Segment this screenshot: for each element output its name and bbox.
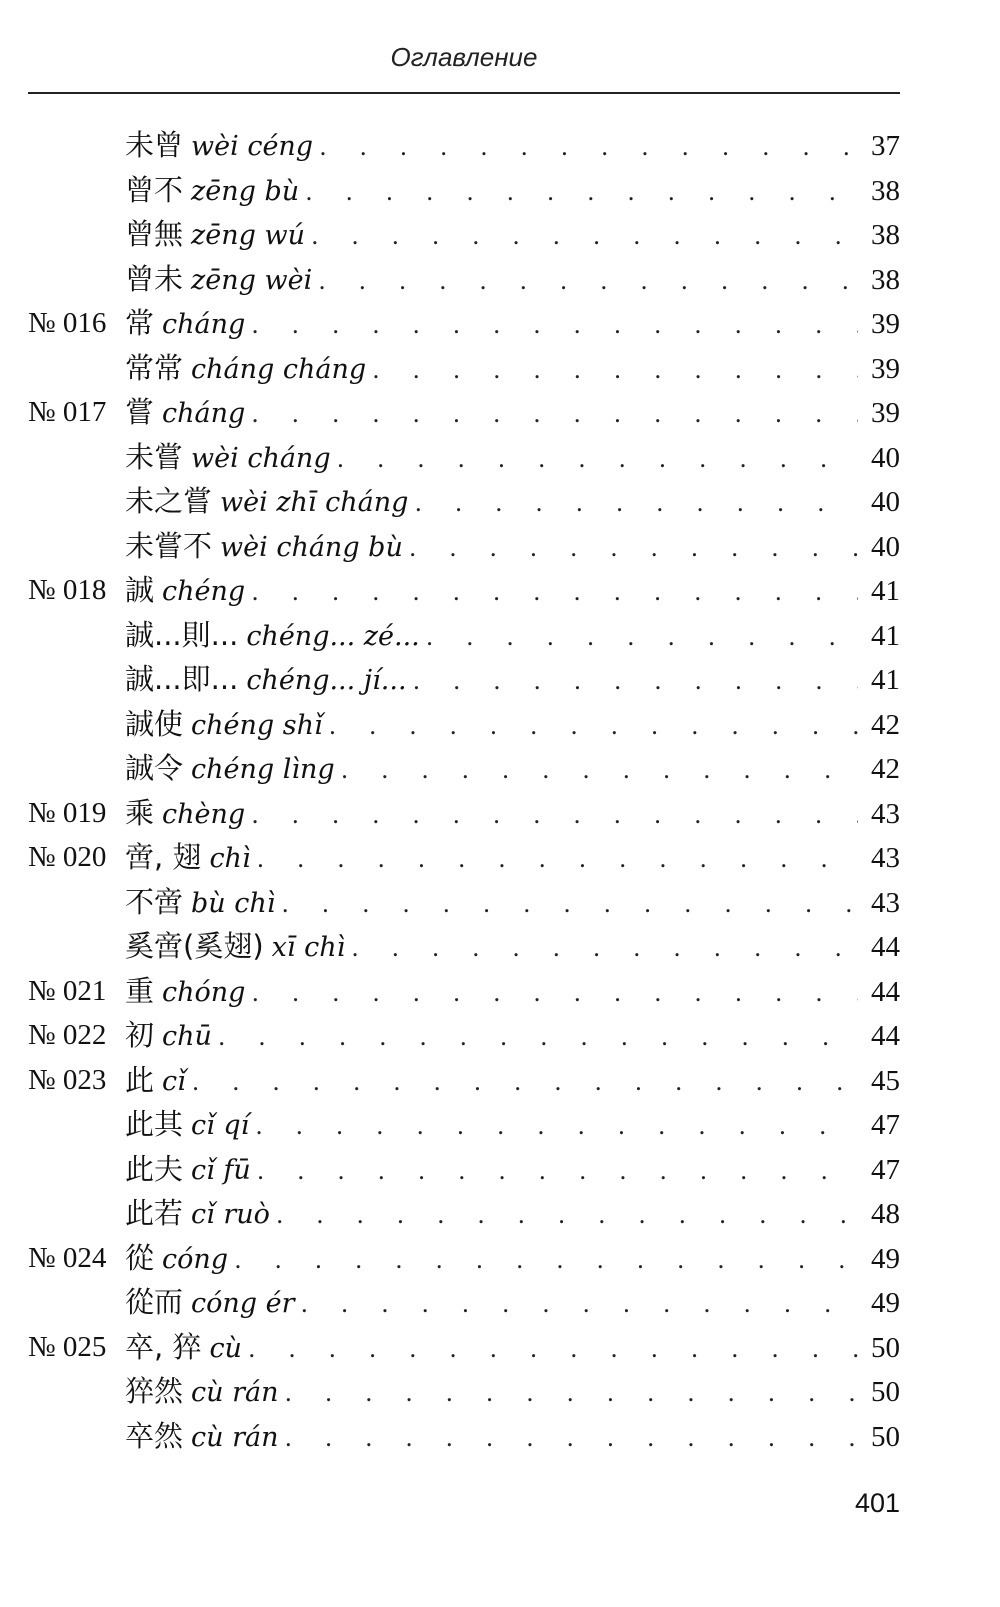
entry-number: № 016 [28, 307, 107, 339]
entry-body [125, 1238, 900, 1280]
toc-entry[interactable] [28, 1149, 900, 1189]
entry-page-number: 38 [871, 263, 900, 296]
dot-leader [285, 1418, 858, 1458]
entry-pinyin: chéng... zé... [246, 620, 420, 652]
entry-number: № 018 [28, 574, 107, 606]
entry-page-number: 42 [871, 753, 900, 785]
entry-pinyin: cǐ ruò [191, 1199, 270, 1230]
dot-leader [251, 973, 858, 1013]
entry-hanzi: 未嘗 [125, 439, 184, 474]
entry-hanzi: 不啻 [125, 884, 184, 919]
entry-body [125, 125, 900, 167]
entry-page-number: 48 [871, 1198, 900, 1230]
entry-number: № 021 [28, 974, 107, 1007]
entry-pinyin: wèi céng [191, 131, 314, 162]
dot-leader [192, 1062, 858, 1102]
toc-entry[interactable] [28, 837, 900, 877]
entry-body [125, 1015, 900, 1057]
entry-page-number: 50 [871, 1376, 900, 1408]
entry-hanzi: 此 [125, 1062, 155, 1097]
entry-body [125, 526, 900, 568]
entry-page-number: 49 [871, 1242, 900, 1275]
toc-entry[interactable] [28, 214, 900, 254]
entry-page-number: 38 [871, 174, 900, 207]
entry-pinyin: cǐ [162, 1065, 186, 1097]
entry-pinyin: chéng lìng [191, 754, 335, 785]
entry-pinyin: cóng ér [191, 1288, 295, 1319]
entry-hanzi: 此夫 [125, 1151, 184, 1186]
dot-leader [305, 172, 858, 212]
entry-page-number: 41 [871, 619, 900, 652]
entry-page-number: 49 [871, 1287, 900, 1319]
page-number: 401 [854, 1488, 900, 1518]
entry-pinyin: cháng cháng [191, 353, 367, 385]
entry-hanzi: 常常 [125, 350, 184, 385]
dot-leader [251, 795, 858, 835]
dot-leader [285, 1373, 858, 1413]
entry-hanzi: 誠...則... [125, 617, 239, 652]
entry-hanzi: 曾未 [125, 261, 184, 296]
entry-hanzi: 此其 [125, 1107, 184, 1141]
entry-pinyin: wèi cháng [191, 442, 331, 474]
dot-leader [372, 350, 858, 390]
toc-entry[interactable] [28, 259, 900, 299]
toc-entry[interactable] [28, 570, 900, 610]
entry-hanzi: 未曾 [125, 128, 184, 162]
entry-number: № 020 [28, 841, 107, 873]
dot-leader [337, 439, 858, 479]
dot-leader [319, 127, 858, 167]
toc-entry[interactable] [28, 793, 900, 833]
entry-page-number: 41 [871, 575, 900, 607]
entry-hanzi: 誠...即... [125, 662, 239, 696]
dot-leader [218, 1017, 858, 1057]
entry-hanzi: 常 [125, 306, 155, 340]
entry-page-number: 41 [871, 664, 900, 696]
entry-pinyin: cù [209, 1332, 242, 1364]
entry-hanzi: 從 [125, 1240, 155, 1275]
entry-pinyin: cù rán [191, 1421, 279, 1453]
dot-leader [255, 1106, 858, 1146]
entry-hanzi: 重 [125, 973, 155, 1008]
entry-body [125, 882, 900, 924]
dot-leader [351, 928, 858, 968]
toc-entry[interactable] [28, 882, 900, 922]
toc-entry[interactable] [28, 348, 900, 388]
dot-leader [276, 1195, 858, 1235]
entry-body [125, 214, 900, 256]
dot-leader [409, 528, 858, 568]
entry-hanzi: 未嘗不 [125, 528, 213, 563]
entry-body [125, 392, 900, 434]
entry-page-number: 39 [871, 308, 900, 340]
dot-leader [318, 261, 858, 301]
entry-body [125, 837, 900, 879]
entry-hanzi: 此若 [125, 1196, 184, 1230]
toc-entry[interactable] [28, 437, 900, 477]
entry-hanzi: 從而 [125, 1285, 184, 1319]
entry-pinyin: cháng [162, 309, 246, 340]
entry-pinyin: xī chì [271, 932, 346, 963]
dot-leader [257, 839, 858, 879]
entry-pinyin: zēng wèi [191, 264, 313, 296]
entry-body [125, 659, 900, 701]
toc-entry[interactable] [28, 392, 900, 432]
entry-pinyin: cù rán [191, 1377, 279, 1408]
entry-hanzi: 嘗 [125, 395, 155, 429]
dot-leader [281, 884, 858, 924]
entry-hanzi: 誠 [125, 573, 155, 607]
toc-entry[interactable] [28, 659, 900, 699]
entry-body [125, 1149, 900, 1191]
entry-hanzi: 卒然 [125, 1418, 184, 1453]
entry-body [125, 748, 900, 790]
toc-entry[interactable] [28, 1104, 900, 1144]
entry-page-number: 40 [871, 486, 900, 518]
dot-leader [426, 617, 858, 657]
entry-body [125, 971, 900, 1013]
toc-entry[interactable] [28, 170, 900, 210]
entry-page-number: 44 [871, 975, 900, 1008]
entry-pinyin: cǐ fū [191, 1154, 251, 1186]
entry-number: № 023 [28, 1063, 107, 1096]
entry-pinyin: chéng [162, 576, 246, 607]
entry-pinyin: chéng... jí... [246, 665, 407, 696]
entry-number: № 022 [28, 1019, 107, 1051]
dot-leader [251, 305, 858, 345]
entry-number: № 024 [28, 1241, 107, 1274]
entry-pinyin: chì [209, 843, 251, 874]
entry-pinyin: chóng [162, 976, 246, 1008]
entry-page-number: 39 [871, 352, 900, 385]
entry-page-number: 50 [871, 1420, 900, 1453]
entry-body [125, 481, 900, 523]
toc-entry[interactable] [28, 1238, 900, 1278]
toc-entry[interactable] [28, 1416, 900, 1456]
dot-leader [311, 216, 858, 256]
entry-number: № 017 [28, 396, 107, 428]
dot-leader [251, 394, 858, 434]
entry-page-number: 40 [871, 441, 900, 474]
entry-hanzi: 奚啻(奚翅) [125, 929, 264, 963]
entry-hanzi: 未之嘗 [125, 484, 213, 518]
entry-body [125, 1327, 900, 1369]
entry-hanzi: 誠令 [125, 751, 184, 785]
page-header-title: Оглавление [390, 42, 538, 72]
toc-entry[interactable] [28, 1015, 900, 1055]
entry-hanzi: 猝然 [125, 1374, 184, 1408]
toc-entry[interactable] [28, 1327, 900, 1367]
entry-page-number: 50 [871, 1331, 900, 1364]
entry-pinyin: cóng [162, 1243, 229, 1275]
entry-pinyin: wèi cháng bù [220, 531, 403, 563]
dot-leader [251, 572, 858, 612]
entry-body [125, 926, 900, 968]
toc-entry[interactable] [28, 615, 900, 655]
entry-body [125, 1060, 900, 1102]
entry-body [125, 793, 900, 835]
entry-page-number: 40 [871, 530, 900, 563]
entry-body [125, 437, 900, 479]
dot-leader [234, 1240, 858, 1280]
toc-entry[interactable] [28, 1282, 900, 1322]
entry-body [125, 615, 900, 657]
entry-body [125, 1282, 900, 1324]
entry-page-number: 43 [871, 886, 900, 919]
entry-pinyin: bù chì [191, 887, 276, 919]
entry-body [125, 303, 900, 345]
entry-hanzi: 啻, 翅 [125, 840, 202, 874]
dot-leader [414, 483, 858, 523]
dot-leader [329, 706, 858, 746]
entry-body [125, 170, 900, 212]
entry-number: № 019 [28, 796, 107, 829]
entry-pinyin: wèi zhī cháng [220, 487, 409, 518]
entry-pinyin: cǐ qí [191, 1110, 250, 1141]
entry-body [125, 570, 900, 612]
toc-entry[interactable] [28, 748, 900, 788]
entry-page-number: 43 [871, 842, 900, 874]
toc-entry[interactable] [28, 1371, 900, 1411]
entry-hanzi: 卒, 猝 [125, 1329, 202, 1364]
entry-pinyin: cháng [162, 398, 246, 429]
entry-pinyin: chèng [162, 798, 246, 830]
entry-page-number: 42 [871, 708, 900, 741]
toc-entry[interactable] [28, 1060, 900, 1100]
entry-body [125, 348, 900, 390]
entry-page-number: 47 [871, 1153, 900, 1186]
entry-page-number: 39 [871, 397, 900, 429]
toc-entry[interactable] [28, 704, 900, 744]
dot-leader [301, 1284, 858, 1324]
entry-page-number: 38 [871, 219, 900, 251]
entry-page-number: 47 [871, 1109, 900, 1141]
dot-leader [257, 1151, 858, 1191]
toc-entry[interactable] [28, 971, 900, 1011]
entry-page-number: 37 [871, 130, 900, 162]
toc-entry[interactable] [28, 125, 900, 165]
dot-leader [248, 1329, 858, 1369]
dot-leader [341, 750, 858, 790]
entry-body [125, 259, 900, 301]
toc-entry[interactable] [28, 481, 900, 521]
entry-hanzi: 曾不 [125, 172, 184, 207]
toc-entry[interactable] [28, 1193, 900, 1233]
entry-pinyin: chū [162, 1021, 212, 1052]
entry-page-number: 45 [871, 1064, 900, 1097]
entry-body [125, 1193, 900, 1235]
header-divider [28, 92, 900, 94]
toc-entry[interactable] [28, 303, 900, 343]
entry-page-number: 43 [871, 797, 900, 830]
toc-entry[interactable] [28, 926, 900, 966]
entry-page-number: 44 [871, 1020, 900, 1052]
entry-hanzi: 初 [125, 1018, 155, 1052]
entry-pinyin: chéng shǐ [191, 709, 323, 741]
entry-pinyin: zēng wú [191, 220, 305, 251]
entry-hanzi: 曾無 [125, 217, 184, 251]
entry-hanzi: 誠使 [125, 706, 184, 741]
entry-number: № 025 [28, 1330, 107, 1363]
entry-page-number: 44 [871, 931, 900, 963]
entry-body [125, 1371, 900, 1413]
entry-body [125, 1416, 900, 1458]
entry-pinyin: zēng bù [191, 175, 300, 207]
toc-entry[interactable] [28, 526, 900, 566]
entry-body [125, 704, 900, 746]
entry-body [125, 1104, 900, 1146]
dot-leader [413, 661, 858, 701]
entry-hanzi: 乘 [125, 795, 155, 830]
